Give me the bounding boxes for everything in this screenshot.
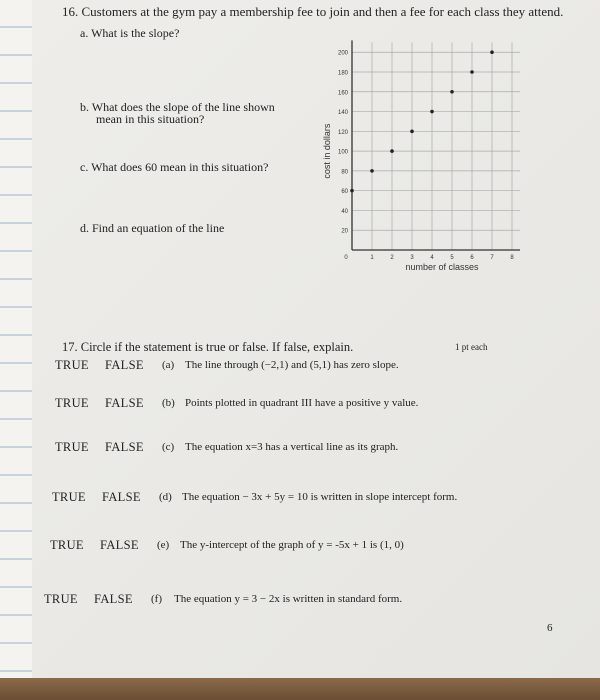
x-tick-label: 0 <box>344 255 348 261</box>
false-option[interactable]: FALSE <box>102 490 141 504</box>
question-16a: a. What is the slope? <box>80 26 180 40</box>
y-tick-label: 20 <box>341 228 348 235</box>
question-16c: c. What does 60 mean in this situation? <box>80 160 269 174</box>
data-point <box>370 169 374 173</box>
x-tick-label: 2 <box>390 255 394 261</box>
statement-text: The equation − 3x + 5y = 10 is written in slope intercept form. <box>182 491 458 503</box>
question-16d: d. Find an equation of the line <box>80 221 225 235</box>
y-tick-label: 160 <box>337 90 348 97</box>
y-tick-label: 80 <box>341 169 348 176</box>
data-point <box>450 90 454 94</box>
statement-letter: (f) <box>151 593 162 605</box>
statement-letter: (b) <box>162 397 175 409</box>
question-16-prompt: 16. Customers at the gym pay a membership fee to join and then a fee for each class they attend. <box>62 4 564 19</box>
x-tick-label: 3 <box>410 255 414 261</box>
x-axis-label: number of classes <box>405 262 479 272</box>
x-tick-label: 6 <box>470 255 474 261</box>
x-tick-label: 5 <box>450 255 454 261</box>
false-option[interactable]: FALSE <box>105 440 144 454</box>
y-tick-label: 100 <box>337 149 348 156</box>
gym-cost-chart <box>300 30 530 280</box>
y-tick-label: 140 <box>337 110 348 117</box>
table-surface <box>0 678 600 700</box>
data-point <box>390 149 394 153</box>
x-tick-label: 7 <box>490 255 494 261</box>
statement-letter: (a) <box>162 359 175 371</box>
true-option[interactable]: TRUE <box>55 396 89 410</box>
statement-letter: (c) <box>162 441 175 453</box>
points-note: 1 pt each <box>455 342 488 352</box>
data-point <box>490 50 494 54</box>
statement-text: The equation y = 3 − 2x is written in standard form. <box>174 593 403 605</box>
true-option[interactable]: TRUE <box>44 592 78 606</box>
x-tick-label: 8 <box>510 255 514 261</box>
statement-letter: (e) <box>157 539 170 551</box>
statement-letter: (d) <box>159 491 172 503</box>
y-tick-label: 200 <box>337 50 348 57</box>
false-option[interactable]: FALSE <box>94 592 133 606</box>
page-number: 6 <box>547 622 553 634</box>
data-point <box>350 189 354 193</box>
question-16b-line2: mean in this situation? <box>96 112 205 126</box>
true-option[interactable]: TRUE <box>55 358 89 372</box>
false-option[interactable]: FALSE <box>105 396 144 410</box>
data-point <box>430 110 434 114</box>
question-16b-line1: b. What does the slope of the line shown <box>80 100 275 114</box>
statement-text: Points plotted in quadrant III have a positive y value. <box>185 397 419 409</box>
y-axis-label: cost in dollars <box>322 123 332 179</box>
false-option[interactable]: FALSE <box>105 358 144 372</box>
true-option[interactable]: TRUE <box>50 538 84 552</box>
x-tick-label: 1 <box>370 255 374 261</box>
y-tick-label: 120 <box>337 129 348 136</box>
data-point <box>470 70 474 74</box>
true-option[interactable]: TRUE <box>55 440 89 454</box>
statement-text: The y-intercept of the graph of y = -5x + 1 is (1, 0) <box>180 539 404 551</box>
data-point <box>410 130 414 134</box>
y-tick-label: 60 <box>341 189 348 196</box>
question-17-prompt: 17. Circle if the statement is true or false. If false, explain. <box>62 340 354 354</box>
false-option[interactable]: FALSE <box>100 538 139 552</box>
y-tick-label: 180 <box>337 70 348 77</box>
true-option[interactable]: TRUE <box>52 490 86 504</box>
statement-text: The line through (−2,1) and (5,1) has zero slope. <box>185 359 399 371</box>
statement-text: The equation x=3 has a vertical line as its graph. <box>185 441 399 453</box>
notebook-edge <box>0 0 33 700</box>
y-tick-label: 40 <box>341 208 348 215</box>
x-tick-label: 4 <box>430 255 434 261</box>
